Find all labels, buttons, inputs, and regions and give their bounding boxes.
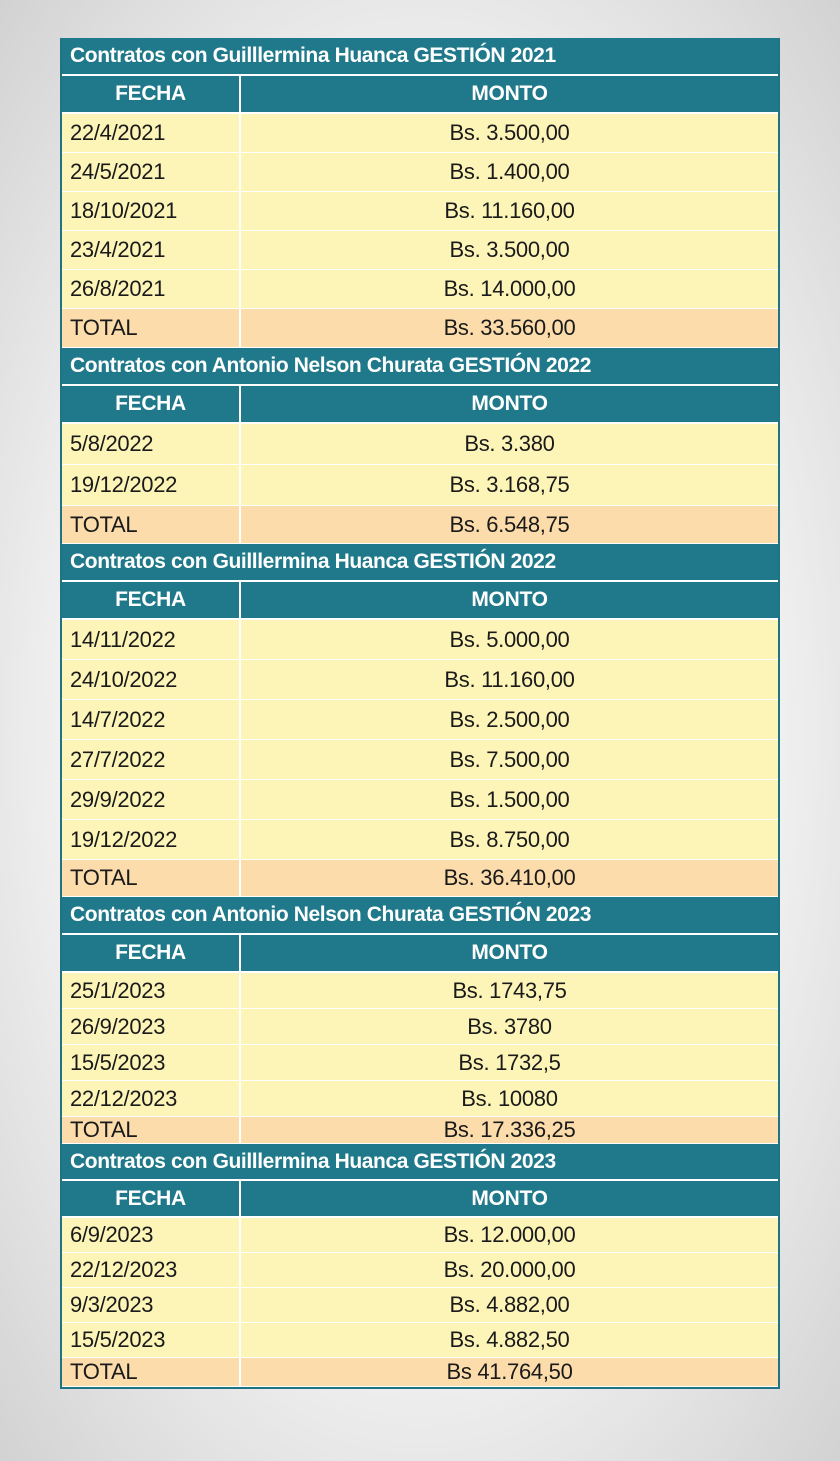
monto-cell: Bs. 3.500,00: [449, 120, 570, 145]
table-row: [62, 465, 778, 506]
contract-section: [62, 348, 778, 544]
fecha-cell: 14/7/2022: [62, 700, 241, 739]
monto-cell: Bs. 11.160,00: [444, 198, 575, 223]
total-row: [62, 1117, 778, 1144]
total-amount: Bs. 6.548,75: [449, 511, 570, 537]
table-row: [62, 424, 778, 465]
monto-column-header: MONTO: [471, 941, 548, 964]
section-title: Contratos con Guilllermina Huanca GESTIÓN 2021: [62, 38, 778, 76]
fecha-column-header: FECHA: [62, 1181, 241, 1216]
contract-section: [62, 38, 778, 348]
fecha-column-header: FECHA: [62, 935, 241, 971]
fecha-cell: 14/11/2022: [62, 620, 241, 659]
fecha-cell: 26/9/2023: [62, 1009, 241, 1044]
total-label: TOTAL: [62, 860, 241, 896]
monto-cell: Bs. 14.000,00: [443, 276, 576, 301]
table-row: [62, 1288, 778, 1323]
monto-cell: Bs. 7.500,00: [449, 746, 570, 772]
monto-column-header: MONTO: [471, 1186, 548, 1210]
table-row: [62, 700, 778, 740]
table-row: [62, 270, 778, 309]
table-row: [62, 231, 778, 270]
monto-column-header: MONTO: [471, 392, 548, 415]
table-row: [62, 740, 778, 780]
monto-cell: Bs. 3780: [467, 1013, 552, 1039]
monto-cell: Bs. 11.160,00: [444, 666, 575, 692]
column-header-row: [62, 935, 778, 973]
table-row: [62, 1218, 778, 1253]
monto-column-header: MONTO: [471, 588, 548, 611]
monto-cell: Bs. 8.750,00: [449, 826, 570, 852]
monto-cell: Bs. 4.882,00: [449, 1292, 570, 1317]
fecha-cell: 18/10/2021: [62, 192, 241, 230]
fecha-column-header: FECHA: [62, 386, 241, 422]
total-row: [62, 506, 778, 544]
fecha-cell: 15/5/2023: [62, 1323, 241, 1357]
table-row: [62, 1045, 778, 1081]
total-amount: Bs. 33.560,00: [443, 315, 576, 340]
fecha-cell: 5/8/2022: [62, 424, 241, 464]
table-row: [62, 1253, 778, 1288]
total-label: TOTAL: [62, 506, 241, 543]
fecha-cell: 19/12/2022: [62, 465, 241, 505]
monto-cell: Bs. 1743,75: [452, 977, 567, 1003]
column-header-row: [62, 1181, 778, 1218]
fecha-cell: 24/5/2021: [62, 153, 241, 191]
section-title: Contratos con Guilllermina Huanca GESTIÓN 2022: [62, 544, 778, 582]
table-row: [62, 1081, 778, 1117]
table-row: [62, 1323, 778, 1358]
fecha-cell: 26/8/2021: [62, 270, 241, 308]
monto-cell: Bs. 1.400,00: [449, 159, 570, 184]
monto-cell: Bs. 1732,5: [458, 1049, 561, 1075]
column-header-row: [62, 76, 778, 114]
fecha-column-header: FECHA: [62, 76, 241, 112]
monto-cell: Bs. 4.882,50: [449, 1327, 570, 1352]
total-row: [62, 1358, 778, 1387]
total-amount: Bs. 17.336,25: [443, 1117, 576, 1142]
section-title: Contratos con Guilllermina Huanca GESTIÓN 2023: [62, 1144, 778, 1181]
table-row: [62, 780, 778, 820]
fecha-cell: 22/12/2023: [62, 1081, 241, 1116]
monto-cell: Bs. 5.000,00: [449, 626, 570, 652]
fecha-cell: 27/7/2022: [62, 740, 241, 779]
monto-cell: Bs. 2.500,00: [449, 706, 570, 732]
fecha-cell: 22/12/2023: [62, 1253, 241, 1287]
table-row: [62, 1009, 778, 1045]
total-label: TOTAL: [62, 1117, 241, 1143]
fecha-cell: 9/3/2023: [62, 1288, 241, 1322]
table-row: [62, 153, 778, 192]
contract-section: [62, 544, 778, 897]
table-row: [62, 973, 778, 1009]
fecha-cell: 15/5/2023: [62, 1045, 241, 1080]
fecha-column-header: FECHA: [62, 582, 241, 618]
fecha-cell: 25/1/2023: [62, 973, 241, 1008]
table-row: [62, 620, 778, 660]
fecha-cell: 22/4/2021: [62, 114, 241, 152]
contract-section: [62, 897, 778, 1144]
monto-cell: Bs. 12.000,00: [443, 1222, 576, 1247]
monto-cell: Bs. 3.380: [464, 431, 555, 456]
table-row: [62, 820, 778, 860]
monto-cell: Bs. 3.168,75: [449, 472, 570, 497]
contracts-table: [60, 38, 780, 1389]
table-row: [62, 660, 778, 700]
fecha-cell: 24/10/2022: [62, 660, 241, 699]
fecha-cell: 19/12/2022: [62, 820, 241, 859]
fecha-cell: 29/9/2022: [62, 780, 241, 819]
column-header-row: [62, 582, 778, 620]
fecha-cell: 23/4/2021: [62, 231, 241, 269]
total-label: TOTAL: [62, 1358, 241, 1386]
total-row: [62, 309, 778, 348]
total-label: TOTAL: [62, 309, 241, 347]
total-amount: Bs 41.764,50: [446, 1359, 573, 1384]
monto-column-header: MONTO: [471, 82, 548, 105]
monto-cell: Bs. 1.500,00: [449, 786, 570, 812]
total-row: [62, 860, 778, 897]
column-header-row: [62, 386, 778, 424]
fecha-cell: 6/9/2023: [62, 1218, 241, 1252]
table-row: [62, 114, 778, 153]
total-amount: Bs. 36.410,00: [443, 865, 576, 890]
monto-cell: Bs. 10080: [461, 1085, 558, 1111]
section-title: Contratos con Antonio Nelson Churata GESTIÓN 2022: [62, 348, 778, 386]
monto-cell: Bs. 20.000,00: [443, 1257, 576, 1282]
monto-cell: Bs. 3.500,00: [449, 237, 570, 262]
contract-section: [62, 1144, 778, 1387]
section-title: Contratos con Antonio Nelson Churata GESTIÓN 2023: [62, 897, 778, 935]
table-row: [62, 192, 778, 231]
